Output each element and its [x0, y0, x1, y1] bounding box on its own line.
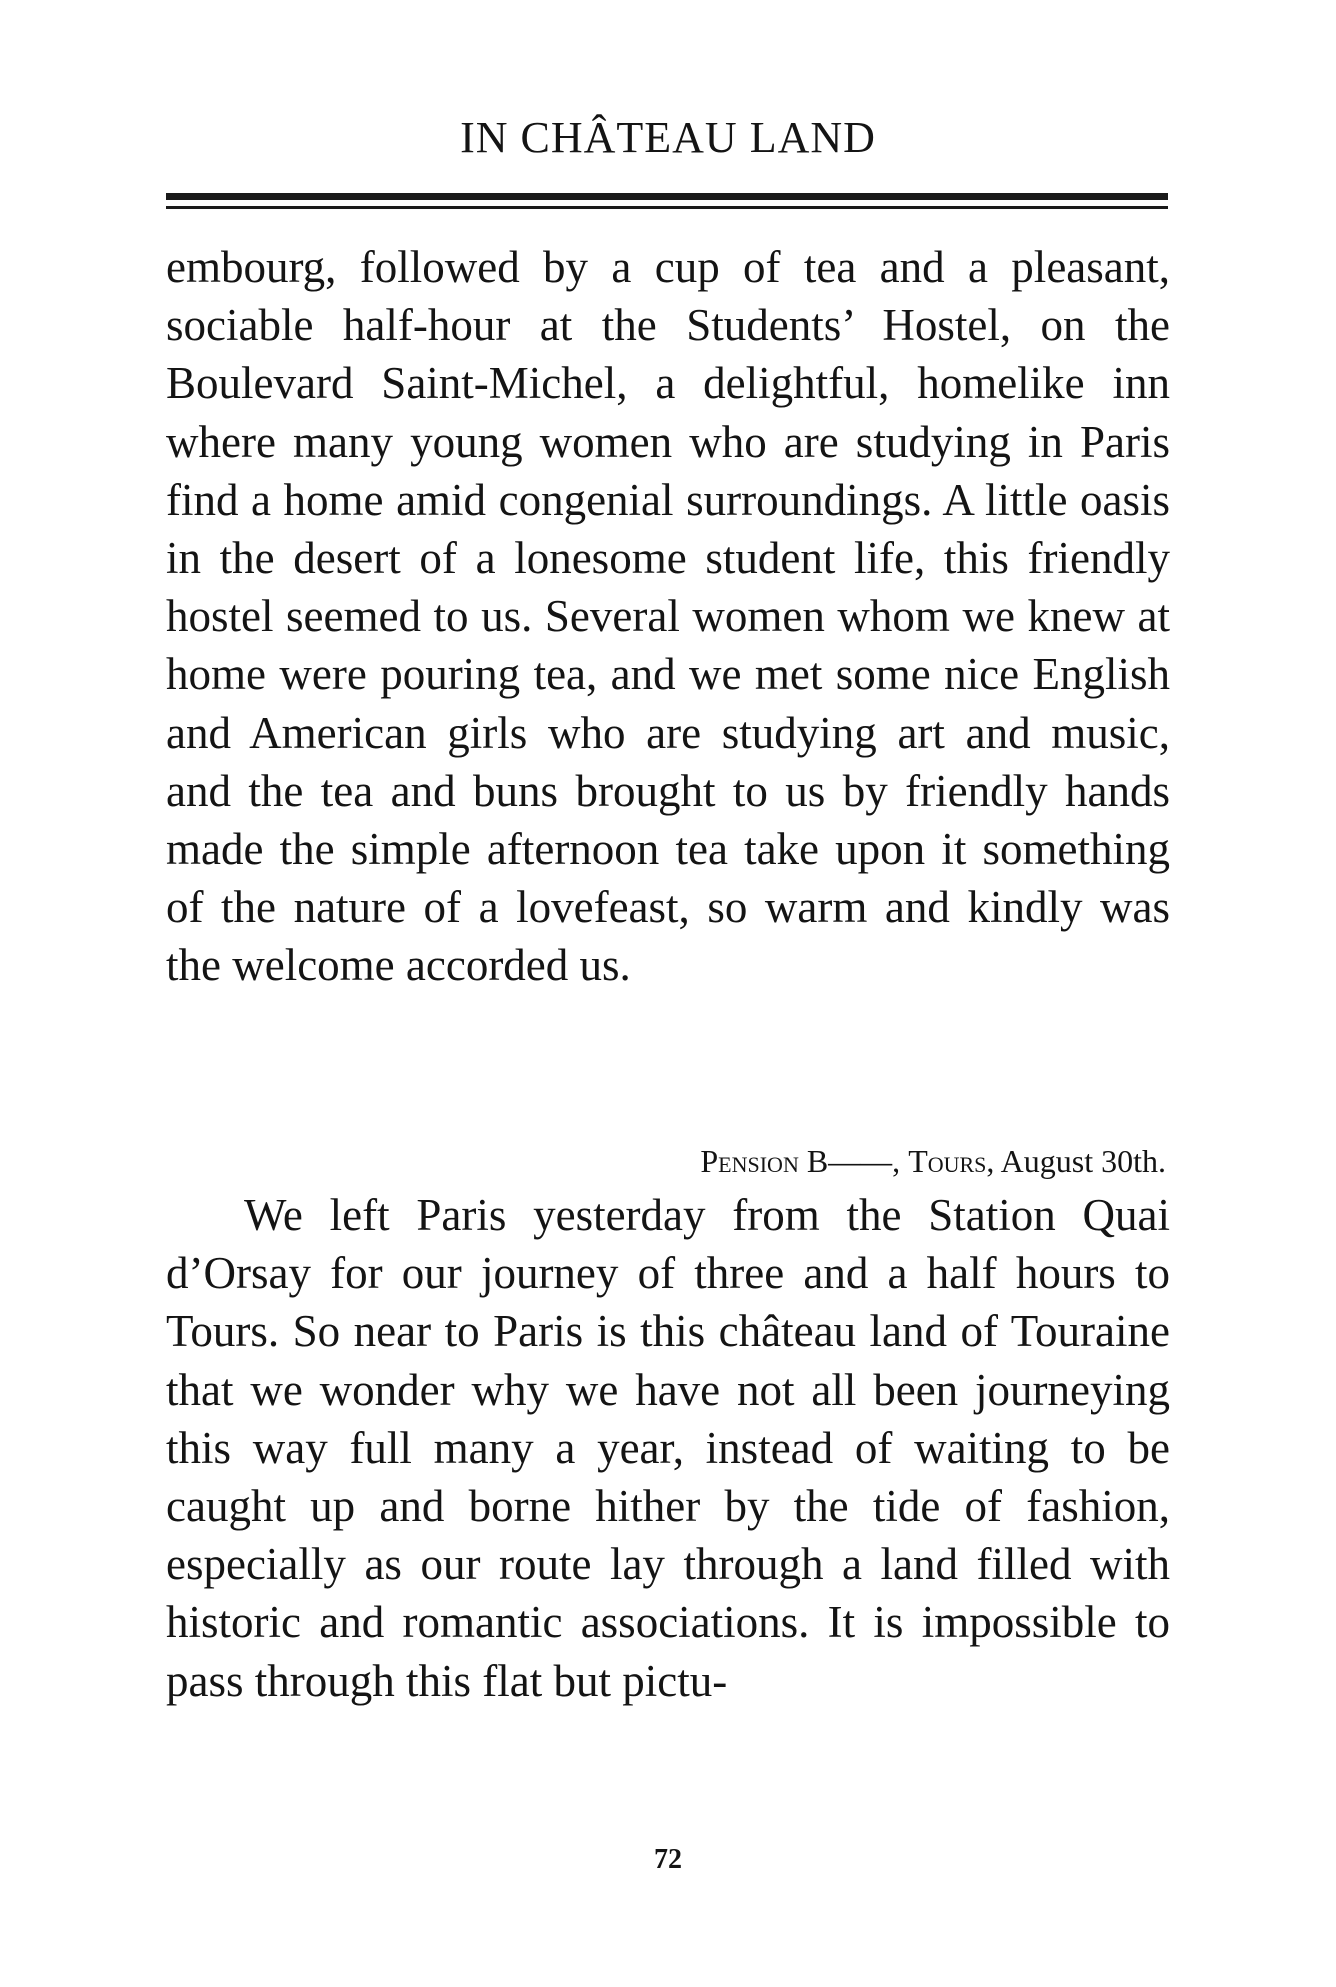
paragraph-2-block — [166, 1186, 1170, 1710]
dateline-date: August 30th. — [1000, 1143, 1166, 1179]
page-number: 72 — [654, 1844, 682, 1875]
dateline-pension: Pension B——, — [700, 1143, 901, 1179]
paragraph-1: embourg, followed by a cup of tea and a pleasant, sociable half-hour at the Students’ Hostel, on the Boulevard Saint-Michel, a delightful, homelike inn where many young women who are studying in Paris find a home amid congenial surroundings. A little oasis in the desert of a lonesome student life, this friendly hostel seemed to us. Several women whom we knew at home were pouring tea, and we met some nice English and American girls who are studying art and music, and the tea and buns brought to us by friendly hands made the simple afternoon tea take upon it something of the nature of a lovefeast, so warm and kindly was the welcome accorded us. — [166, 242, 1170, 991]
paragraph-1-block — [166, 238, 1170, 995]
dateline — [700, 1138, 1166, 1184]
paragraph-2: We left Paris yesterday from the Station Quai d’Orsay for our journey of three and a half hours to Tours. So near to Paris is this château land of Touraine that we wonder why we have not all been journeying this way full many a year, instead of waiting to be caught up and borne hither by the tide of fashion, especially as our route lay through a land filled with historic and romantic associations. It is impossible to pass through this flat but pictu- — [166, 1190, 1170, 1706]
dateline-place: Tours, — [908, 1143, 995, 1179]
running-head: IN CHÂTEAU LAND — [460, 113, 876, 162]
header-rule-thick — [166, 193, 1168, 200]
header-rule-thin — [166, 206, 1168, 209]
